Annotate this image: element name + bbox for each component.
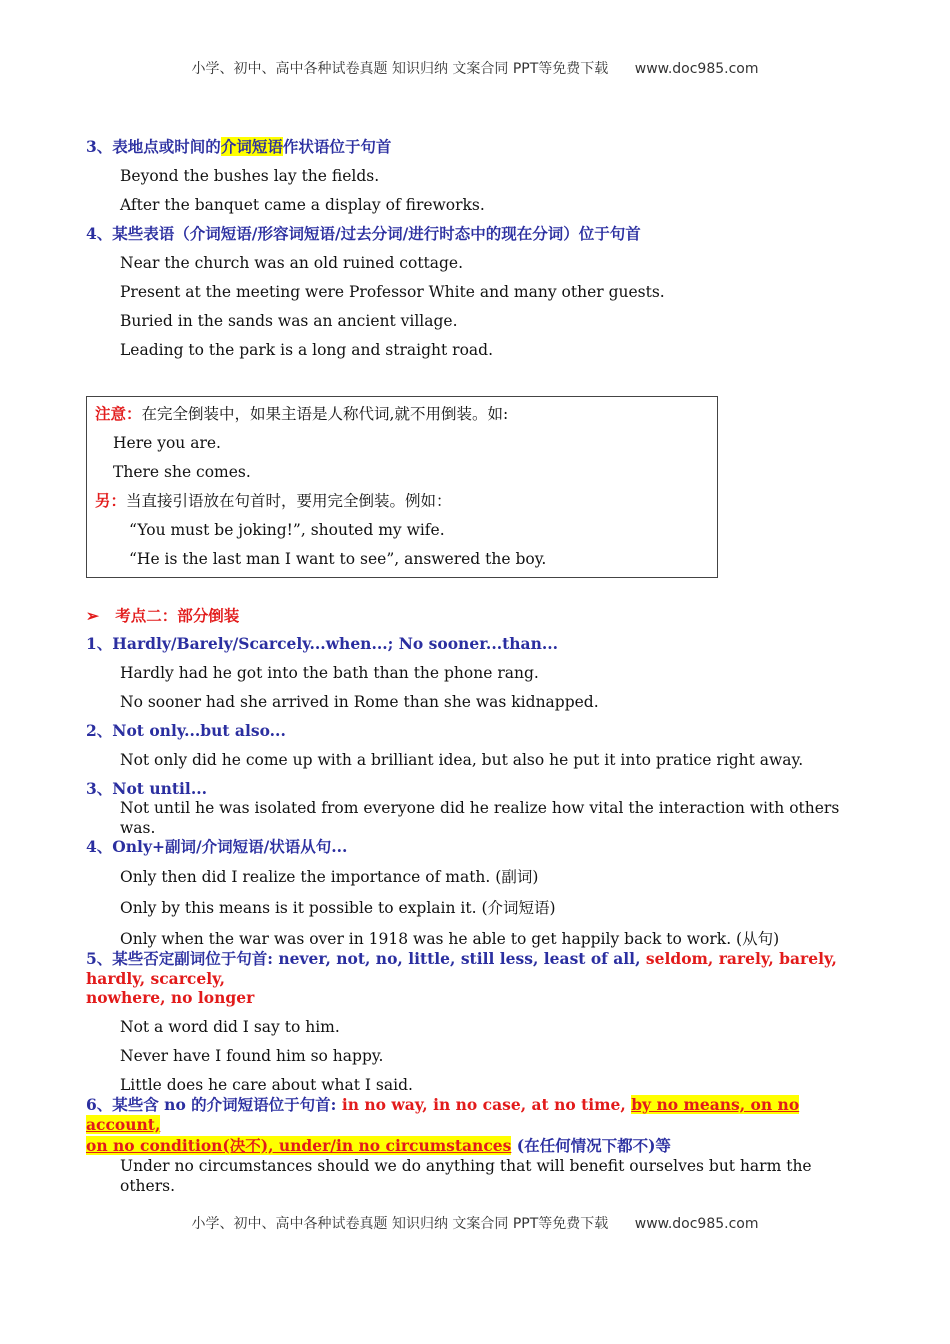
section-heading: ➢ 考点二：部分倒装 [86,605,240,625]
example-sentence: Little does he care about what I said. [120,1075,413,1094]
p6-heading: 6、某些含 no 的介词短语位于句首: in no way, in no case, at no time, by no means, on no account, [86,1094,800,1134]
example-sentence: Never have I found him so happy. [120,1046,384,1065]
rule3-heading: 3、表地点或时间的介词短语作状语位于句首 [86,136,392,156]
header-banner [0,58,950,78]
p5-heading: 5、某些否定副词位于句首: never, not, no, little, still less, least of all, seldom, rarely, barely, hardly, scarcely, [86,948,837,988]
note-box [86,396,718,578]
note-text: 在完全倒装中，如果主语是人称代词,就不用倒装。如: [141,404,509,423]
p2-heading: 2、Not only...but also... [86,720,286,740]
p5-heading-cont: nowhere, no longer [86,987,255,1007]
p3-heading: 3、Not until... [86,778,208,798]
note-text: 当直接引语放在句首时，要用完全倒装。例如： [126,491,452,510]
p6-heading-cont: on no condition(决不), under/in no circumstances (在任何情况下都不)等 [86,1135,671,1155]
banner-text: 小学、初中、高中各种试卷真题 知识归纳 文案合同 PPT等免费下载 [191,1216,609,1232]
example-sentence: No sooner had she arrived in Rome than she was kidnapped. [120,692,599,711]
example-sentence: Only by this means is it possible to explain it. (介词短语) [120,898,556,917]
example-sentence: Not only did he come up with a brilliant idea, but also he put it into pratice right away. [120,750,804,769]
banner-text: 小学、初中、高中各种试卷真题 知识归纳 文案合同 PPT等免费下载 [191,61,609,77]
footer-banner [0,1213,950,1233]
example-sentence: Near the church was an old ruined cottage. [120,253,464,272]
example-sentence: Only then did I realize the importance of math. (副词) [120,867,539,886]
rule4-heading: 4、某些表语（介词短语/形容词短语/过去分词/进行时态中的现在分词）位于句首 [86,223,641,243]
example-sentence: Not until he was isolated from everyone did he realize how vital the interaction with others was. [120,798,840,837]
highlighted-term: 介词短语 [220,136,283,156]
example-sentence: Here you are. [113,433,221,452]
example-sentence: Buried in the sands was an ancient village. [120,311,458,330]
p1-heading: 1、Hardly/Barely/Scarcely...when...; No sooner...than... [86,633,559,653]
example-sentence: Present at the meeting were Professor White and many other guests. [120,282,665,301]
note-label: 注意： [95,403,142,423]
example-sentence: “You must be joking!”, shouted my wife. [129,520,445,539]
example-sentence: There she comes. [113,462,251,481]
document-body [86,132,866,1195]
note-label: 另： [95,490,127,510]
banner-url[interactable]: www.doc985.com [634,61,759,77]
example-sentence: Under no circumstances should we do anything that will benefit ourselves but harm the others. [120,1156,812,1195]
example-sentence: Only when the war was over in 1918 was he able to get happily back to work. (从句) [120,929,780,948]
example-sentence: Not a word did I say to him. [120,1017,340,1036]
example-sentence: “He is the last man I want to see”, answered the boy. [129,549,547,568]
highlighted-term: by no means, on no account, [86,1094,800,1134]
example-sentence: After the banquet came a display of fireworks. [120,195,485,214]
banner-url[interactable]: www.doc985.com [634,1216,759,1232]
arrow-icon: ➢ [86,605,99,625]
example-sentence: Hardly had he got into the bath than the phone rang. [120,663,539,682]
example-sentence: Leading to the park is a long and straight road. [120,340,493,359]
example-sentence: Beyond the bushes lay the fields. [120,166,380,185]
highlighted-term: on no condition(决不), under/in no circumstances [86,1135,512,1155]
p4-heading: 4、Only+副词/介词短语/状语从句... [86,836,348,856]
